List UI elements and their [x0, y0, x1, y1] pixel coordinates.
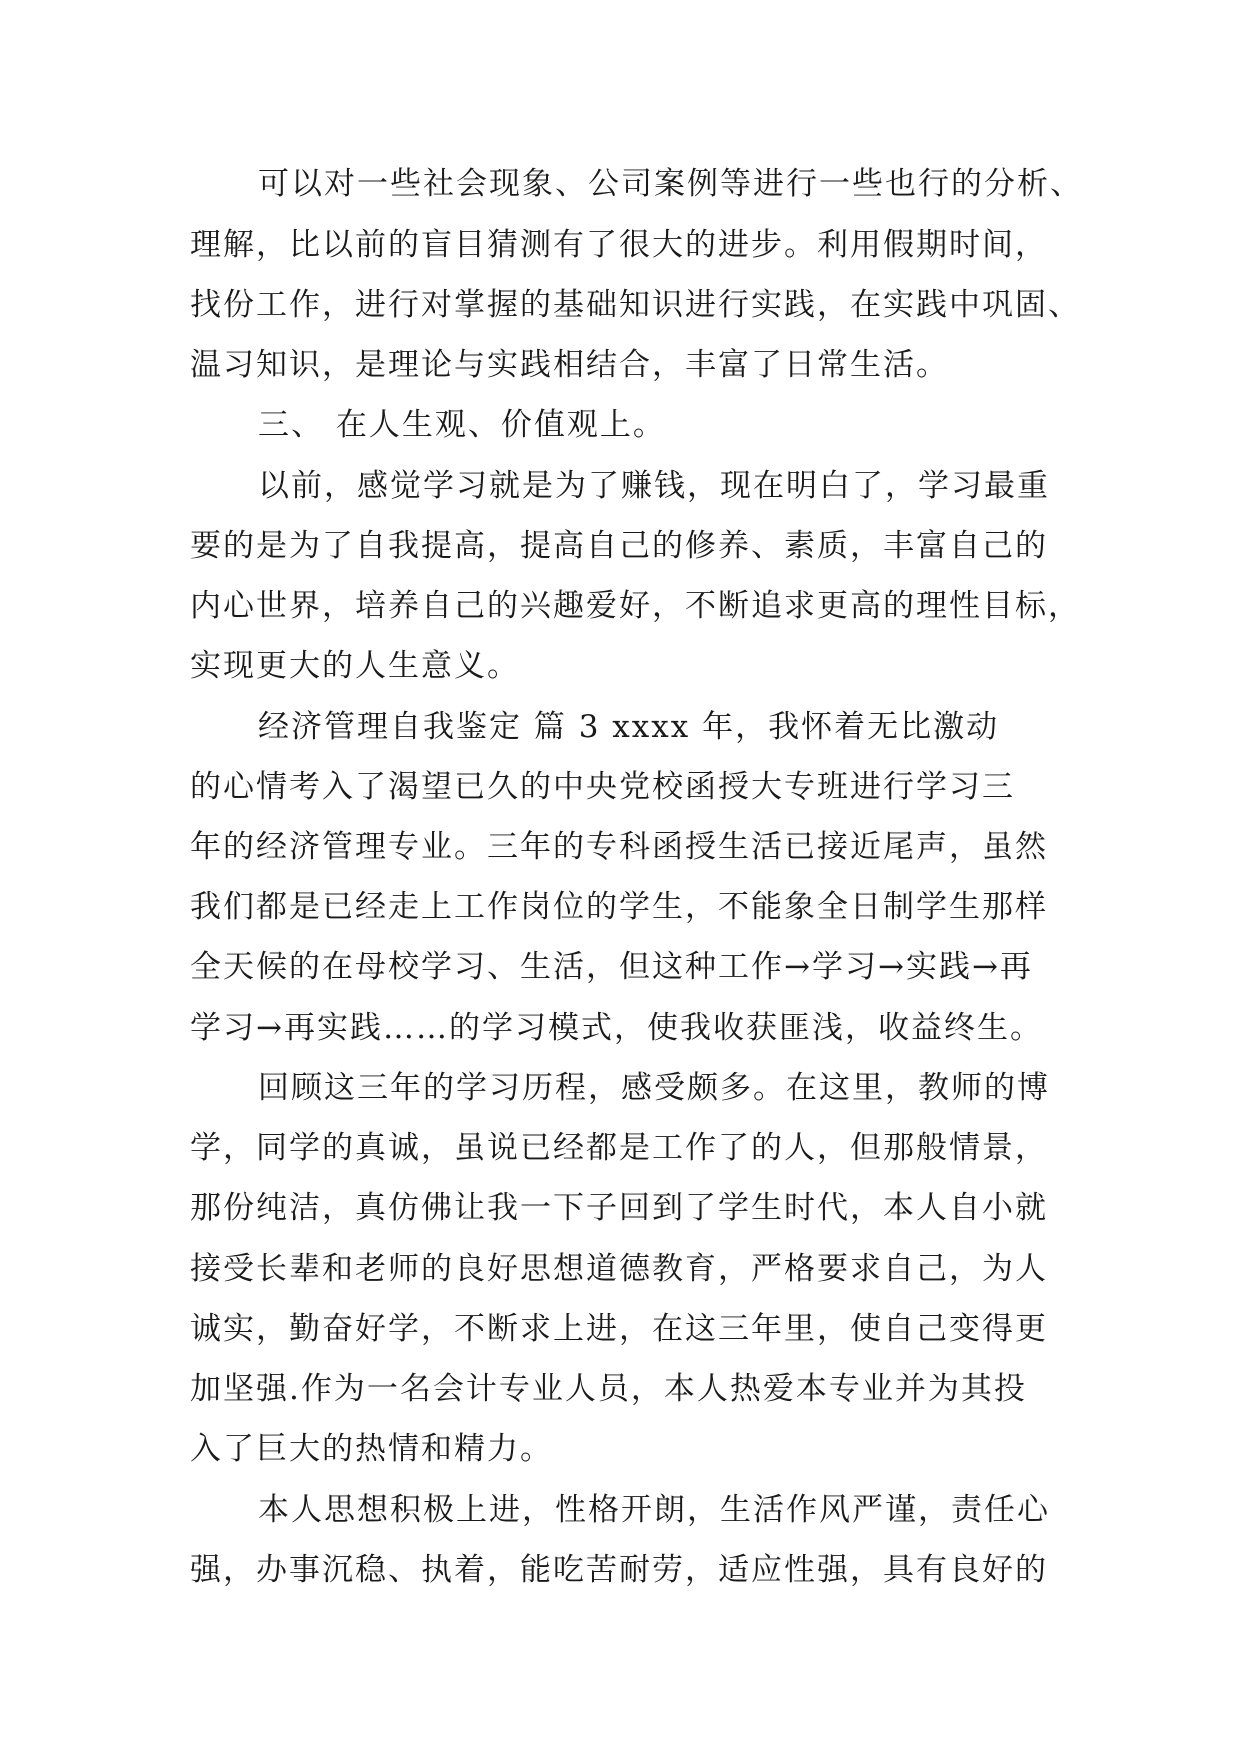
text-line: 我们都是已经走上工作岗位的学生，不能象全日制学生那样: [190, 889, 1048, 925]
text-line: 可以对一些社会现象、公司案例等进行一些也行的分析、: [258, 166, 1083, 202]
text-line: 以前，感觉学习就是为了赚钱，现在明白了，学习最重: [258, 468, 1050, 504]
article-title-line: 经济管理自我鉴定 篇 3 xxxx 年，我怀着无比激动: [258, 709, 1000, 745]
text-line: 内心世界，培养自己的兴趣爱好，不断追求更高的理性目标，: [190, 588, 1081, 624]
text-line: 加坚强.作为一名会计专业人员，本人热爱本专业并为其投: [190, 1371, 1027, 1407]
section-heading: 三、 在人生观、价值观上。: [258, 407, 666, 443]
text-line: 入了巨大的热情和精力。: [190, 1431, 553, 1467]
text-line: 诚实，勤奋好学，不断求上进，在这三年里，使自己变得更: [190, 1311, 1048, 1347]
text-line: 全天候的在母校学习、生活，但这种工作→学习→实践→再: [190, 949, 1033, 985]
text-line: 学，同学的真诚，虽说已经都是工作了的人，但那般情景，: [190, 1130, 1048, 1166]
text-line: 强，办事沉稳、执着，能吃苦耐劳，适应性强，具有良好的: [190, 1552, 1048, 1588]
text-line: 那份纯洁，真仿佛让我一下子回到了学生时代，本人自小就: [190, 1190, 1048, 1226]
text-line: 理解，比以前的盲目猜测有了很大的进步。利用假期时间，: [190, 227, 1048, 263]
text-line: 温习知识，是理论与实践相结合，丰富了日常生活。: [190, 347, 949, 383]
text-line: 学习→再实践……的学习模式，使我收获匪浅，收益终生。: [190, 1010, 1043, 1046]
text-line: 实现更大的人生意义。: [190, 648, 520, 684]
text-line: 本人思想积极上进，性格开朗，生活作风严谨，责任心: [258, 1492, 1050, 1528]
text-line: 年的经济管理专业。三年的专科函授生活已接近尾声，虽然: [190, 829, 1048, 865]
text-line: 回顾这三年的学习历程，感受颇多。在这里，教师的博: [258, 1070, 1050, 1106]
text-line: 找份工作，进行对掌握的基础知识进行实践，在实践中巩固、: [190, 287, 1081, 323]
text-line: 的心情考入了渴望已久的中央党校函授大专班进行学习三: [190, 769, 1015, 805]
text-line: 要的是为了自我提高，提高自己的修养、素质，丰富自己的: [190, 528, 1048, 564]
text-line: 接受长辈和老师的良好思想道德教育，严格要求自己，为人: [190, 1251, 1048, 1287]
